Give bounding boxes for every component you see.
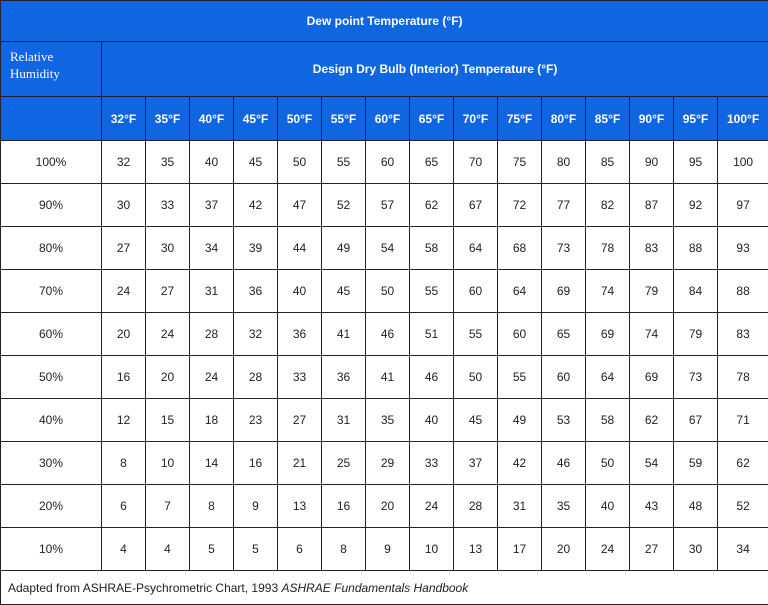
dew-point-cell: 6 xyxy=(102,485,146,528)
dew-point-cell: 36 xyxy=(322,356,366,399)
dew-point-cell: 46 xyxy=(410,356,454,399)
temp-header-cell: 90°F xyxy=(630,97,674,141)
dew-point-cell: 20 xyxy=(102,313,146,356)
dew-point-cell: 20 xyxy=(542,528,586,571)
dew-point-cell: 65 xyxy=(542,313,586,356)
dew-point-cell: 7 xyxy=(146,485,190,528)
dew-point-cell: 34 xyxy=(718,528,768,571)
table-row xyxy=(1,485,768,528)
temp-header-cell: 95°F xyxy=(674,97,718,141)
dew-point-cell: 90 xyxy=(630,141,674,184)
dew-point-cell: 69 xyxy=(630,356,674,399)
dew-point-cell: 48 xyxy=(674,485,718,528)
dew-point-cell: 65 xyxy=(410,141,454,184)
dew-point-cell: 36 xyxy=(278,313,322,356)
dew-point-cell: 88 xyxy=(718,270,768,313)
dew-point-cell: 69 xyxy=(586,313,630,356)
subheader-row xyxy=(1,42,768,97)
dew-point-cell: 55 xyxy=(322,141,366,184)
dew-point-cell: 49 xyxy=(498,399,542,442)
dew-point-cell: 69 xyxy=(542,270,586,313)
dew-point-cell: 35 xyxy=(542,485,586,528)
temp-header-cell: 55°F xyxy=(322,97,366,141)
temp-header-cell: 60°F xyxy=(366,97,410,141)
dew-point-cell: 33 xyxy=(278,356,322,399)
dew-point-cell: 62 xyxy=(630,399,674,442)
dew-point-cell: 5 xyxy=(190,528,234,571)
relative-humidity-cell: 90% xyxy=(1,184,102,227)
dew-point-cell: 93 xyxy=(718,227,768,270)
table-row xyxy=(1,442,768,485)
dew-point-cell: 6 xyxy=(278,528,322,571)
dew-point-cell: 40 xyxy=(586,485,630,528)
dew-point-cell: 82 xyxy=(586,184,630,227)
temp-header-cell: 100°F xyxy=(718,97,768,141)
dew-point-cell: 39 xyxy=(234,227,278,270)
dew-point-cell: 50 xyxy=(366,270,410,313)
temp-header-cell: 32°F xyxy=(102,97,146,141)
dry-bulb-header: Design Dry Bulb (Interior) Temperature (°F) xyxy=(102,42,768,97)
dew-point-cell: 52 xyxy=(718,485,768,528)
dew-point-cell: 33 xyxy=(146,184,190,227)
dew-point-cell: 64 xyxy=(498,270,542,313)
dew-point-cell: 10 xyxy=(410,528,454,571)
dew-point-cell: 50 xyxy=(586,442,630,485)
dew-point-cell: 14 xyxy=(190,442,234,485)
dew-point-cell: 33 xyxy=(410,442,454,485)
dew-point-cell: 54 xyxy=(630,442,674,485)
dew-point-cell: 50 xyxy=(278,141,322,184)
footer-row xyxy=(1,571,768,605)
dew-point-cell: 42 xyxy=(498,442,542,485)
relative-humidity-cell: 40% xyxy=(1,399,102,442)
temp-header-cell: 65°F xyxy=(410,97,454,141)
dew-point-cell: 35 xyxy=(146,141,190,184)
dew-point-cell: 16 xyxy=(234,442,278,485)
dew-point-cell: 20 xyxy=(366,485,410,528)
dew-point-cell: 27 xyxy=(102,227,146,270)
dew-point-cell: 79 xyxy=(630,270,674,313)
dew-point-cell: 52 xyxy=(322,184,366,227)
dew-point-cell: 60 xyxy=(454,270,498,313)
dew-point-cell: 20 xyxy=(146,356,190,399)
dew-point-cell: 8 xyxy=(322,528,366,571)
table-row xyxy=(1,184,768,227)
dew-point-cell: 59 xyxy=(674,442,718,485)
dew-point-cell: 67 xyxy=(674,399,718,442)
dew-point-cell: 9 xyxy=(234,485,278,528)
footer-text: Adapted from ASHRAE-Psychrometric Chart, 1993 xyxy=(8,581,281,595)
dew-point-cell: 8 xyxy=(190,485,234,528)
temp-header-cell: 50°F xyxy=(278,97,322,141)
temp-header-cell: 45°F xyxy=(234,97,278,141)
dew-point-cell: 32 xyxy=(102,141,146,184)
table-row xyxy=(1,356,768,399)
dew-point-cell: 28 xyxy=(454,485,498,528)
temperature-header-row xyxy=(1,97,768,141)
dew-point-cell: 45 xyxy=(322,270,366,313)
dew-point-cell: 71 xyxy=(718,399,768,442)
dew-point-cell: 88 xyxy=(674,227,718,270)
dew-point-cell: 32 xyxy=(234,313,278,356)
dew-point-cell: 30 xyxy=(146,227,190,270)
dew-point-cell: 27 xyxy=(146,270,190,313)
dew-point-cell: 55 xyxy=(498,356,542,399)
dew-point-cell: 13 xyxy=(454,528,498,571)
dew-point-cell: 70 xyxy=(454,141,498,184)
dew-point-cell: 67 xyxy=(454,184,498,227)
table-row xyxy=(1,270,768,313)
dew-point-cell: 24 xyxy=(410,485,454,528)
dew-point-cell: 28 xyxy=(190,313,234,356)
temp-header-cell: 85°F xyxy=(586,97,630,141)
relative-humidity-cell: 20% xyxy=(1,485,102,528)
dew-point-cell: 12 xyxy=(102,399,146,442)
dew-point-cell: 50 xyxy=(454,356,498,399)
dew-point-cell: 75 xyxy=(498,141,542,184)
dew-point-cell: 25 xyxy=(322,442,366,485)
dew-point-cell: 72 xyxy=(498,184,542,227)
relative-humidity-cell: 100% xyxy=(1,141,102,184)
dew-point-cell: 24 xyxy=(146,313,190,356)
dew-point-cell: 43 xyxy=(630,485,674,528)
table-row xyxy=(1,528,768,571)
dew-point-cell: 45 xyxy=(454,399,498,442)
temp-header-cell: 75°F xyxy=(498,97,542,141)
dew-point-cell: 27 xyxy=(630,528,674,571)
dew-point-cell: 77 xyxy=(542,184,586,227)
dew-point-cell: 60 xyxy=(366,141,410,184)
dew-point-cell: 85 xyxy=(586,141,630,184)
relative-humidity-cell: 10% xyxy=(1,528,102,571)
dew-point-cell: 34 xyxy=(190,227,234,270)
dew-point-cell: 92 xyxy=(674,184,718,227)
dew-point-cell: 41 xyxy=(366,356,410,399)
dew-point-cell: 58 xyxy=(586,399,630,442)
dew-point-cell: 30 xyxy=(674,528,718,571)
dew-point-cell: 17 xyxy=(498,528,542,571)
dew-point-cell: 95 xyxy=(674,141,718,184)
dew-point-cell: 73 xyxy=(674,356,718,399)
dew-point-cell: 45 xyxy=(234,141,278,184)
dew-point-cell: 73 xyxy=(542,227,586,270)
relative-humidity-cell: 80% xyxy=(1,227,102,270)
dew-point-cell: 8 xyxy=(102,442,146,485)
dew-point-cell: 24 xyxy=(190,356,234,399)
temp-header-cell: 70°F xyxy=(454,97,498,141)
dew-point-cell: 27 xyxy=(278,399,322,442)
table-row xyxy=(1,227,768,270)
dew-point-cell: 31 xyxy=(190,270,234,313)
dew-point-cell: 4 xyxy=(102,528,146,571)
dew-point-cell: 62 xyxy=(410,184,454,227)
relative-humidity-cell: 50% xyxy=(1,356,102,399)
relative-humidity-cell: 30% xyxy=(1,442,102,485)
table-title: Dew point Temperature (°F) xyxy=(1,1,768,42)
dew-point-cell: 97 xyxy=(718,184,768,227)
dew-point-cell: 37 xyxy=(454,442,498,485)
dew-point-cell: 100 xyxy=(718,141,768,184)
dew-point-cell: 64 xyxy=(454,227,498,270)
dew-point-cell: 40 xyxy=(190,141,234,184)
dew-point-cell: 46 xyxy=(366,313,410,356)
table-row xyxy=(1,313,768,356)
dew-point-cell: 42 xyxy=(234,184,278,227)
dew-point-cell: 78 xyxy=(718,356,768,399)
temp-header-cell: 35°F xyxy=(146,97,190,141)
dew-point-cell: 80 xyxy=(542,141,586,184)
dew-point-cell: 55 xyxy=(454,313,498,356)
dew-point-cell: 24 xyxy=(102,270,146,313)
dew-point-cell: 74 xyxy=(586,270,630,313)
rh-header-line1: Relative xyxy=(10,49,53,64)
dew-point-cell: 54 xyxy=(366,227,410,270)
dew-point-cell: 55 xyxy=(410,270,454,313)
dew-point-cell: 51 xyxy=(410,313,454,356)
dew-point-cell: 83 xyxy=(630,227,674,270)
dew-point-cell: 74 xyxy=(630,313,674,356)
dew-point-cell: 9 xyxy=(366,528,410,571)
title-row xyxy=(1,1,768,42)
dew-point-cell: 31 xyxy=(498,485,542,528)
dew-point-cell: 35 xyxy=(366,399,410,442)
dew-point-cell: 36 xyxy=(234,270,278,313)
blank-header-cell xyxy=(1,97,102,141)
dew-point-cell: 4 xyxy=(146,528,190,571)
dew-point-cell: 18 xyxy=(190,399,234,442)
relative-humidity-header xyxy=(1,42,102,97)
dew-point-cell: 28 xyxy=(234,356,278,399)
dew-point-cell: 57 xyxy=(366,184,410,227)
dew-point-cell: 21 xyxy=(278,442,322,485)
table-row xyxy=(1,141,768,184)
dew-point-cell: 13 xyxy=(278,485,322,528)
dew-point-cell: 31 xyxy=(322,399,366,442)
dew-point-cell: 10 xyxy=(146,442,190,485)
dew-point-cell: 29 xyxy=(366,442,410,485)
dew-point-cell: 62 xyxy=(718,442,768,485)
dew-point-cell: 16 xyxy=(322,485,366,528)
dew-point-cell: 64 xyxy=(586,356,630,399)
dew-point-cell: 53 xyxy=(542,399,586,442)
temp-header-cell: 80°F xyxy=(542,97,586,141)
relative-humidity-cell: 60% xyxy=(1,313,102,356)
temp-header-cell: 40°F xyxy=(190,97,234,141)
dew-point-cell: 44 xyxy=(278,227,322,270)
dew-point-cell: 40 xyxy=(278,270,322,313)
dew-point-cell: 87 xyxy=(630,184,674,227)
dew-point-cell: 37 xyxy=(190,184,234,227)
dew-point-cell: 60 xyxy=(498,313,542,356)
table-row xyxy=(1,399,768,442)
dew-point-cell: 46 xyxy=(542,442,586,485)
dew-point-cell: 15 xyxy=(146,399,190,442)
dew-point-cell: 16 xyxy=(102,356,146,399)
dew-point-cell: 78 xyxy=(586,227,630,270)
dew-point-cell: 40 xyxy=(410,399,454,442)
dew-point-cell: 49 xyxy=(322,227,366,270)
footer-italic: ASHRAE Fundamentals Handbook xyxy=(281,581,468,595)
dew-point-cell: 84 xyxy=(674,270,718,313)
relative-humidity-cell: 70% xyxy=(1,270,102,313)
dew-point-cell: 79 xyxy=(674,313,718,356)
dew-point-cell: 58 xyxy=(410,227,454,270)
dew-point-cell: 24 xyxy=(586,528,630,571)
dew-point-cell: 47 xyxy=(278,184,322,227)
rh-header-line2: Humidity xyxy=(10,66,60,81)
dew-point-cell: 68 xyxy=(498,227,542,270)
dew-point-cell: 30 xyxy=(102,184,146,227)
table-body xyxy=(1,141,768,571)
dew-point-cell: 41 xyxy=(322,313,366,356)
dew-point-cell: 83 xyxy=(718,313,768,356)
dew-point-cell: 5 xyxy=(234,528,278,571)
footer-cell xyxy=(1,571,768,605)
dew-point-cell: 23 xyxy=(234,399,278,442)
dew-point-cell: 60 xyxy=(542,356,586,399)
